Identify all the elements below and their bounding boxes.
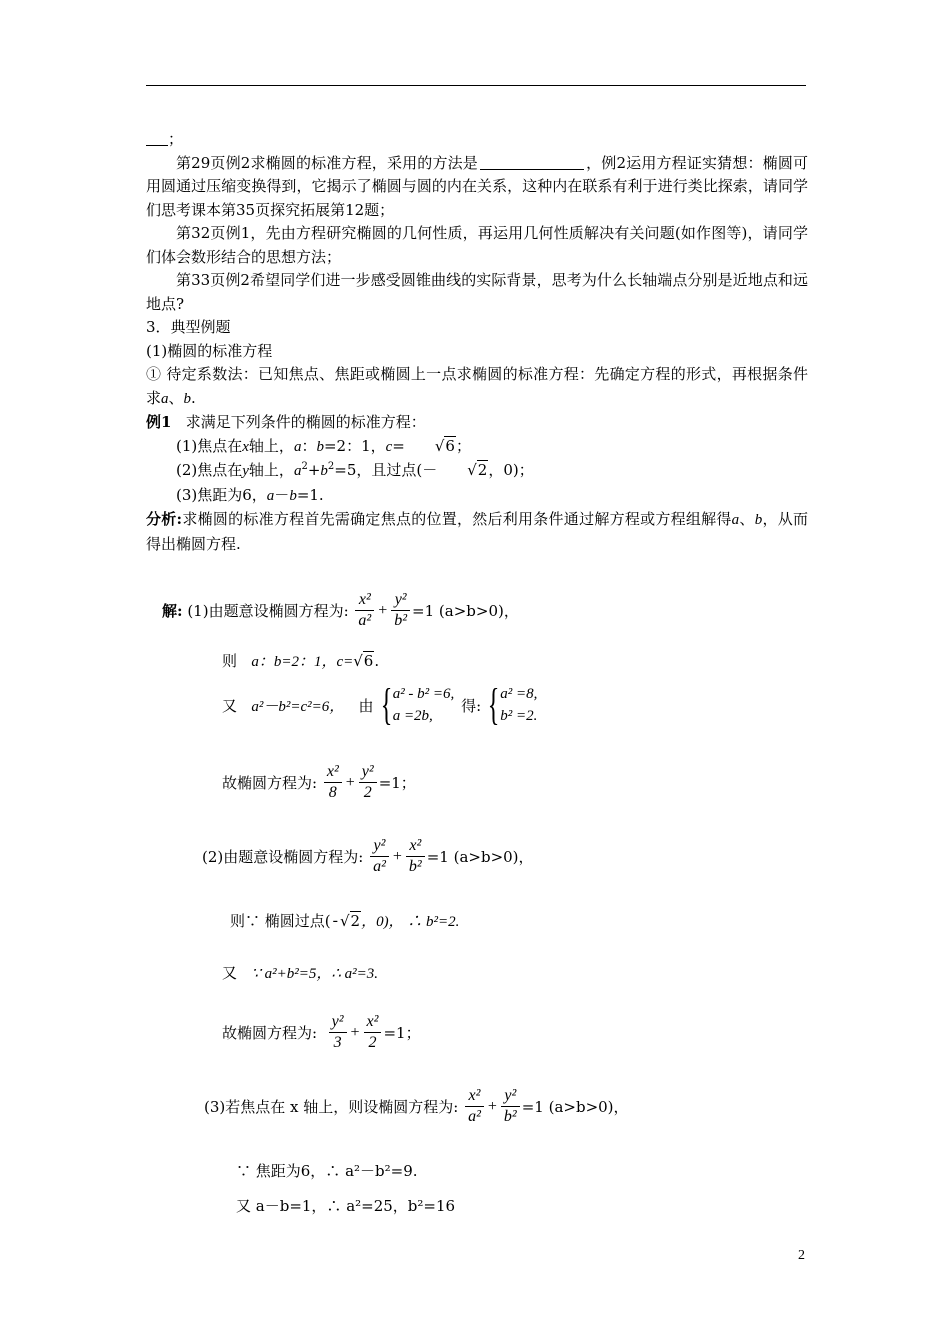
fraction: $\frac{\text{x²}}{\text{a²}}$	[465, 1086, 484, 1127]
paragraph-3: 第33页例2希望同学们进一步感受圆锥曲线的实际背景，思考为什么长轴端点分别是近地点和远地点?	[146, 271, 808, 313]
sqrt: √2	[467, 461, 488, 479]
solution-line-3: 又 a²－b²=c²=6， 由 { a² - b² =6, a =2b, 得: { a² =8, b² =2.	[222, 680, 538, 729]
condition-1: (1)焦点在x轴上，a：b=2：1，c= √6；	[146, 435, 808, 460]
fraction: $\frac{\text{x²}}{2}$	[364, 1012, 382, 1053]
solution-line-1: 解: (1)由题意设椭圆方程为: $\frac{\text{x²}}{\text{a²}}$ + $\frac{\text{y²}}{\text{b²}}$ =1 (a>b>0)，	[162, 591, 519, 629]
paragraph-2: 第32页例1，先由方程研究椭圆的几何性质，再运用几何性质解决有关问题(如作图等)，请同学们体会数形结合的思想方法；	[146, 224, 808, 266]
page-number: 2	[798, 1248, 805, 1263]
solution-line-9: (3)若焦点在 x 轴上，则设椭圆方程为: $\frac{\text{x²}}{\text{a²}}$ + $\frac{\text{y²}}{\text{b²}}$ =1 (a>b>0)，	[204, 1087, 629, 1125]
solution-line-11: 又 a－b=1，∴ a²=25，b²=16	[236, 1197, 456, 1215]
solution-line-4: 故椭圆方程为: $\frac{\text{x²}}{8}$ + $\frac{\text{y²}}{2}$ =1；	[222, 763, 416, 801]
fraction: $\frac{\text{x²}}{8}$	[324, 762, 342, 803]
sqrt: √6	[353, 651, 374, 670]
method-paragraph: ① 待定系数法：已知焦点、焦距或椭圆上一点求椭圆的标准方程：先确定方程的形式，再根据条件求a、b.	[146, 365, 808, 407]
example-stem: 例1 求满足下列条件的椭圆的标准方程：	[146, 413, 426, 431]
solution-line-7: 又 ∵ a²+b²=5，∴ a²=3.	[222, 964, 379, 982]
solution-line-8: 故椭圆方程为: $\frac{\text{y²}}{3}$ + $\frac{\text{x²}}{2}$ =1；	[222, 1013, 421, 1051]
condition-3: (3)焦距为6，a－b=1.	[176, 485, 324, 504]
fraction: $\frac{\text{y²}}{\text{b²}}$	[501, 1086, 520, 1127]
solution-line-5: (2)由题意设椭圆方程为: $\frac{\text{y²}}{\text{a²}}$ + $\frac{\text{x²}}{\text{b²}}$ =1 (a>b>0)，	[202, 837, 534, 875]
fraction: $\frac{\text{y²}}{2}$	[359, 762, 377, 803]
equation-system: { a² =8, b² =2.	[487, 680, 538, 729]
header-rule	[146, 85, 806, 86]
subsection-heading: (1)椭圆的标准方程	[146, 341, 273, 360]
fraction: $\frac{\text{x²}}{\text{b²}}$	[406, 836, 425, 877]
fraction: $\frac{\text{y²}}{3}$	[329, 1012, 347, 1053]
solution-line-10: ∵ 焦距为6，∴ a²－b²=9.	[236, 1162, 418, 1180]
document-body	[146, 128, 808, 556]
sqrt: √2	[339, 911, 361, 930]
fraction: $\frac{\text{y²}}{\text{a²}}$	[370, 836, 389, 877]
analysis-label: 分析:	[146, 510, 183, 528]
equation-system: { a² - b² =6, a =2b,	[380, 680, 455, 729]
sqrt: √6	[434, 436, 455, 455]
analysis-paragraph: 分析:求椭圆的标准方程首先需确定焦点的位置，然后利用条件通过解方程或方程组解得a、b，从而得出椭圆方程.	[146, 510, 808, 553]
fraction: $\frac{\text{y²}}{\text{b²}}$	[391, 590, 410, 631]
condition-2: (2)焦点在y轴上，$a^2+b^2=5$，且过点(－ √2，0)；	[146, 459, 808, 484]
fill-blank[interactable]	[480, 155, 584, 170]
section-heading: 3．典型例题	[146, 318, 231, 336]
solution-line-6: 则∵ 椭圆过点( - √2 ，0)， ∴ b²=2.	[230, 911, 460, 930]
solution-label: 解:	[162, 602, 183, 620]
paragraph-0: ；	[146, 128, 808, 152]
example-label: 例1	[146, 413, 172, 431]
fill-blank[interactable]	[146, 131, 168, 146]
solution-line-2: 则 a：b=2：1，c= √6 .	[222, 651, 380, 670]
fraction: $\frac{\text{x²}}{\text{a²}}$	[355, 590, 374, 631]
paragraph-1: 第29页例2求椭圆的标准方程，采用的方法是 ，例2运用方程证实猜想：椭圆可用圆通过压缩变换得到，它揭示了椭圆与圆的内在关系，这种内在联系有利于进行类比探索，请同学们思考课本第35页探究拓展第12题；	[146, 153, 809, 219]
